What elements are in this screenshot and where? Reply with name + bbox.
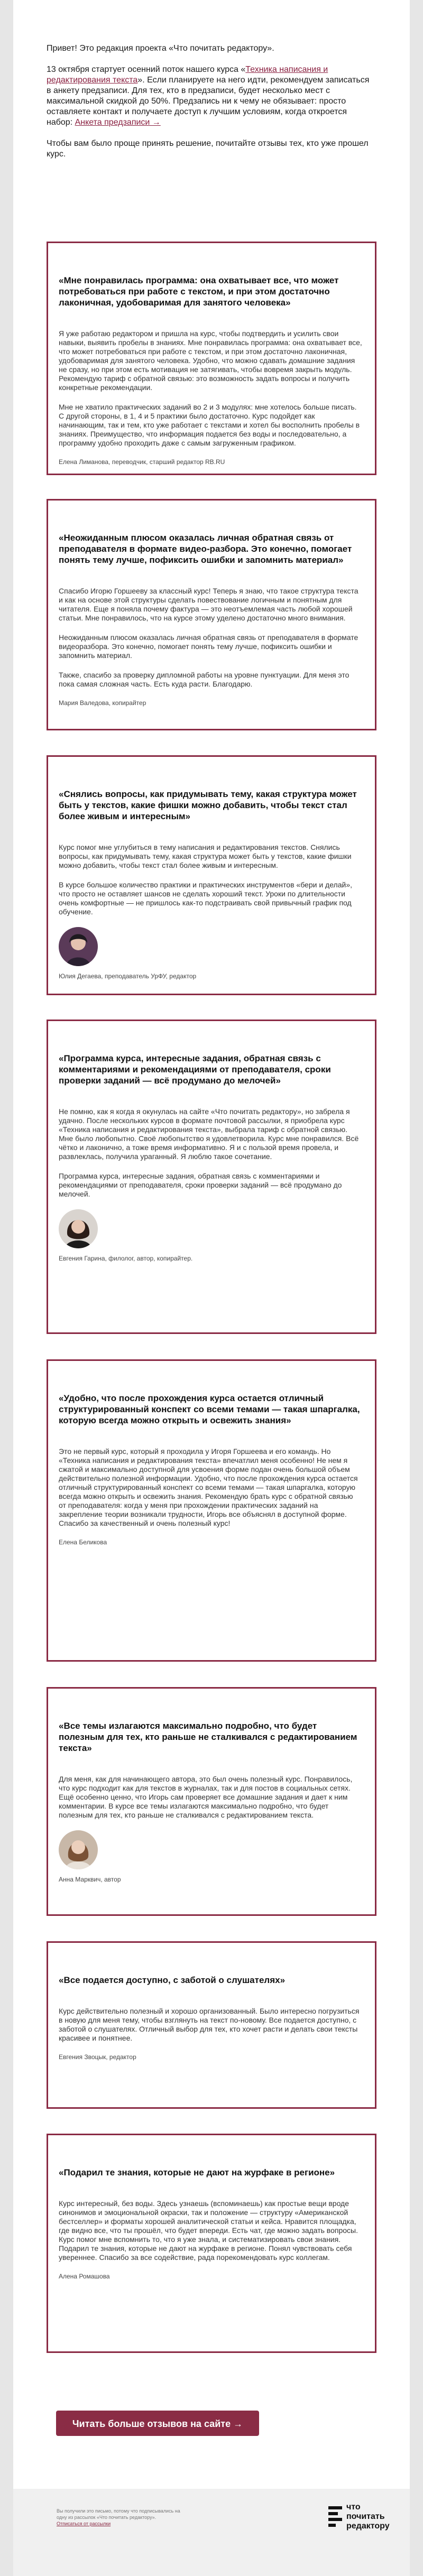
intro-course-text-middle: ». Если планируете на него идти, рекомендуем записаться в анкету предзаписи. Для тех, кто в предзаписи, будет несколько мест с максимальной скидкой до 50%. Предзапись ни к чему не обязывает: просто оставляете контакт и получаете доступ к лучшим условиям, когда откроется набор: [47,76,370,127]
chto-pochitat-logo-mark-icon [328,2506,342,2527]
review-card [47,1687,376,1916]
review-card [47,755,376,995]
logo-word-2: почитать [346,2512,385,2521]
review-body [59,1775,362,1820]
review-body [59,1447,362,1528]
review-body [59,2007,362,2043]
brand-logo[interactable] [328,2501,399,2532]
footer [13,2489,410,2576]
preregistration-form-link[interactable]: Анкета предзаписи → [75,118,161,127]
review-body [59,843,362,916]
review-author: Евгения Гарина, филолог, автор, копирайтер. [59,1255,193,1262]
review-author: Евгения Звоцык, редактор [59,2053,136,2061]
intro-course-text-before: 13 октября стартует осенний поток нашего курса « [47,65,246,74]
review-author-row [59,1209,362,1262]
review-author-row [59,2273,362,2280]
read-more-reviews-button[interactable]: Читать больше отзывов на сайте → [56,2411,259,2436]
avatar [59,927,98,966]
review-body [59,329,362,448]
review-title: «Снялись вопросы, как придумывать тему, какая структура может быть у текстов, какие фишки можно добавить, чтобы текст стал более живым и интересным» [59,789,357,821]
review-paragraph: Курс интересный, без воды. Здесь узнаешь (вспоминаешь) как простые вещи вроде синонимов и эмоциональной окраски, так и положение — структуру «Американской бестселлер» и форматы хорошей аналитической статьи и кейса. Нравится площадка, где видно все, что ты прошёл, что будет впереди. Есть чат, где можно задать вопросы. Курс помог мне вспомнить то, что я уже знала, и систематизировать свои знания. Подарил те знания, которые не дают на журфаке в регионе. Понял чувствовать себя увереннее. Спасибо за все содействие, рада порекомендовать курс коллегам. [59,2199,358,2262]
review-paragraph: Неожиданным плюсом оказалась личная обратная связь от преподавателя в формате видеоразбора. Это конечно, помогает понять тему лучше, пофиксить ошибки и запомнить материал. [59,633,358,660]
intro-reviews-lead: Чтобы вам было проще принять решение, почитайте отзывы тех, кто уже прошел курс. [47,139,369,159]
intro-greeting: Привет! Это редакция проекта «Что почитать редактору». [47,44,274,53]
review-title: «Удобно, что после прохождения курса остается отличный структурированный конспект со всеми темами — такая шпаргалка, которую всегда можно открыть и освежить знания» [59,1393,360,1425]
review-paragraph: Это не первый курс, который я проходила у Игоря Горшеева и его командь. Но «Техника написания и редактирования текста» впечатлил меня особенно! Не нем я сжатой и максимально доступной для усвоения форме подан очень большой объем действительно полезной информации. Удобно, что после прохождения курса остается отличный структурированный конспект со всеми темами — такая шпаргалка, которую всегда можно открыть и освежить знания. Рекомендую брать курс с обратной связью от преподавателя: когда у меня при прохождении практических заданий на закрепление теории возникали трудности, Игорь все объяснял в доступной форме. Спасибо за качественный и очень полезный курс! [59,1447,358,1527]
review-paragraph: Программа курса, интересные задания, обратная связь с комментариями и рекомендациями от преподавателя, сроки проверки заданий — всё продумано до мелочей. [59,1172,342,1198]
review-paragraph: Курс действительно полезный и хорошо организованный. Было интересно погрузиться в новую для меня тему, чтобы взглянуть на текст по-новому. Все подается доступно, с заботой о слушателях. Отличный выбор для тех, кто хочет расти и делать свои тексты красивее и понятнее. [59,2007,360,2042]
intro [47,43,374,170]
review-author: Юлия Дегаева, преподаватель УрФУ, редактор [59,972,197,980]
review-card [47,242,376,475]
review-title: «Все подается доступно, с заботой о слушателях» [59,1975,286,1985]
review-author-row [59,458,362,466]
logo-wordmark [346,2503,390,2531]
review-card [47,499,376,730]
review-paragraph: Я уже работаю редактором и пришла на курс, чтобы подтвердить и усилить свои навыки, выявить пробелы в знаниях. Мне понравилась программа: она охватывает все, что может потребоваться при работе с текстом, и при этом достаточно лаконичная, удобоваримая для занятого человека. Удобно, что можно сдавать домашние задания не сразу, но при этом есть мотивация не затягивать, чтобы вовремя закрыть модуль. Рекомендую тариф с обратной связью: это возможность задать вопросы и получить конкретные рекомендации. [59,329,362,392]
avatar [59,1830,98,1869]
review-author-row [59,699,362,707]
review-author: Алена Ромашова [59,2273,110,2280]
review-card [47,1941,376,2109]
footer-subscription-note-2: одну из рассылок «Что почитать редактору». [57,2515,157,2520]
logo-word-3: редактору [346,2522,390,2531]
review-author-row [59,1830,362,1883]
footer-subscription-note: Вы получили это письмо, потому что подписывались на [57,2508,180,2514]
logo-word-1: что [346,2503,361,2512]
avatar-photo-icon [59,927,98,966]
footer-text [57,2508,226,2527]
avatar [59,1209,98,1248]
review-body [59,1107,362,1199]
review-author-row [59,927,362,980]
review-paragraph: В курсе большое количество практики и практических инструментов «бери и делай», что просто не оставляет шансов не сделать хороший текст. Уроки по длительности очень комфортные — не пришлось как-то подстраивать свой привычный график под обучение. [59,881,352,916]
unsubscribe-link[interactable]: Отписаться от рассылки [57,2521,111,2526]
review-body [59,2199,362,2262]
review-paragraph: Также, спасибо за проверку дипломной работы на уровне пунктуации. Для меня это пока самая сложная часть. Есть куда расти. Благодарю. [59,671,350,688]
review-author: Елена Лиманова, переводчик, старший редактор RB.RU [59,458,225,466]
review-author: Мария Валедова, копирайтер [59,699,146,707]
review-card [47,1020,376,1334]
review-card [47,1359,376,1662]
review-paragraph: Для меня, как для начинающего автора, это был очень полезный курс. Понравилось, что курс подходит как для текстов в журналах, так и для постов в социальных сетях. Ещё особенно ценно, что Игорь сам проверяет все домашние задания и дает к ним комментарии. В курсе все темы излагаются максимально подробно, что будет полезным для тех, кто раньше не сталкивался с редактированием текста. [59,1775,353,1819]
course-link[interactable]: Техника написания и редактирования текста [47,65,328,85]
review-title: «Неожиданным плюсом оказалась личная обратная связь от преподавателя в формате видео-разбора. Это конечно, помогает понять тему лучше, пофиксить ошибки и запомнить материал» [59,533,352,565]
review-body [59,587,362,689]
review-author: Анна Марквич, автор [59,1876,121,1883]
review-title: «Мне понравилась программа: она охватывает все, что может потребоваться при работе с текстом, и при этом достаточно лаконичная, удобоваримая для занятого человека» [59,275,339,308]
review-title: «Все темы излагаются максимально подробно, что будет полезным для тех, кто раньше не сталкивался с редактированием текста» [59,1721,357,1753]
avatar-photo-icon [59,1209,98,1248]
review-paragraph: Не помню, как я когда я окунулась на сайте «Что почитать редактору», но забрела я удачно. После нескольких курсов в формате почтовой рассылки, я приобрела курс «Техника написания и редактирования текста», выбрала тариф с обратной связью. Мне было любопытно. Своё любопытство я удовлетворила. Курс мне понравился. Всё чётко и лаконично, а тоже время информативно. Я и с пользой время провела, и развлеклась, получила ураганный. Я люблю такое сочетание. [59,1107,359,1161]
avatar-photo-icon [59,1830,98,1869]
review-paragraph: Курс помог мне углубиться в тему написания и редактирования текстов. Снялись вопросы, как придумывать тему, какая структура может быть у текстов, какие фишки можно добавить, чтобы текст стал более живым и интересным. [59,843,352,869]
review-paragraph: Спасибо Игорю Горшееву за классный курс! Теперь я знаю, что такое структура текста и как на основе этой структуры сделать повествование логичным и понятным для читателя. Еще я поняла почему фактура — это неотъемлемая часть любой хорошей статьи. Мне понравилось, что на курсе этому уделено достаточно много внимания. [59,587,358,622]
review-paragraph: Мне не хватило практических заданий во 2 и 3 модулях: мне хотелось больше писать. С другой стороны, в 1, 4 и 5 практики было достаточно. Курс подойдет как начинающим, так и тем, кто уже работает с текстами и хотел бы восполнить пробелы в знаниях. Преимущество, что информация подается без воды и последовательно, а программу удобно проходить даже с самым загруженным графиком. [59,403,360,447]
intro-course-paragraph [47,64,374,128]
review-title: «Подарил те знания, которые не дают на журфаке в регионе» [59,2167,335,2177]
review-title: «Программа курса, интересные задания, обратная связь с комментариями и рекомендациями от преподавателя, сроки проверки заданий — всё продумано до мелочей» [59,1053,331,1086]
review-author-row [59,1539,362,1546]
review-card [47,2134,376,2353]
review-author: Елена Беликова [59,1539,107,1546]
review-author-row [59,2053,362,2061]
